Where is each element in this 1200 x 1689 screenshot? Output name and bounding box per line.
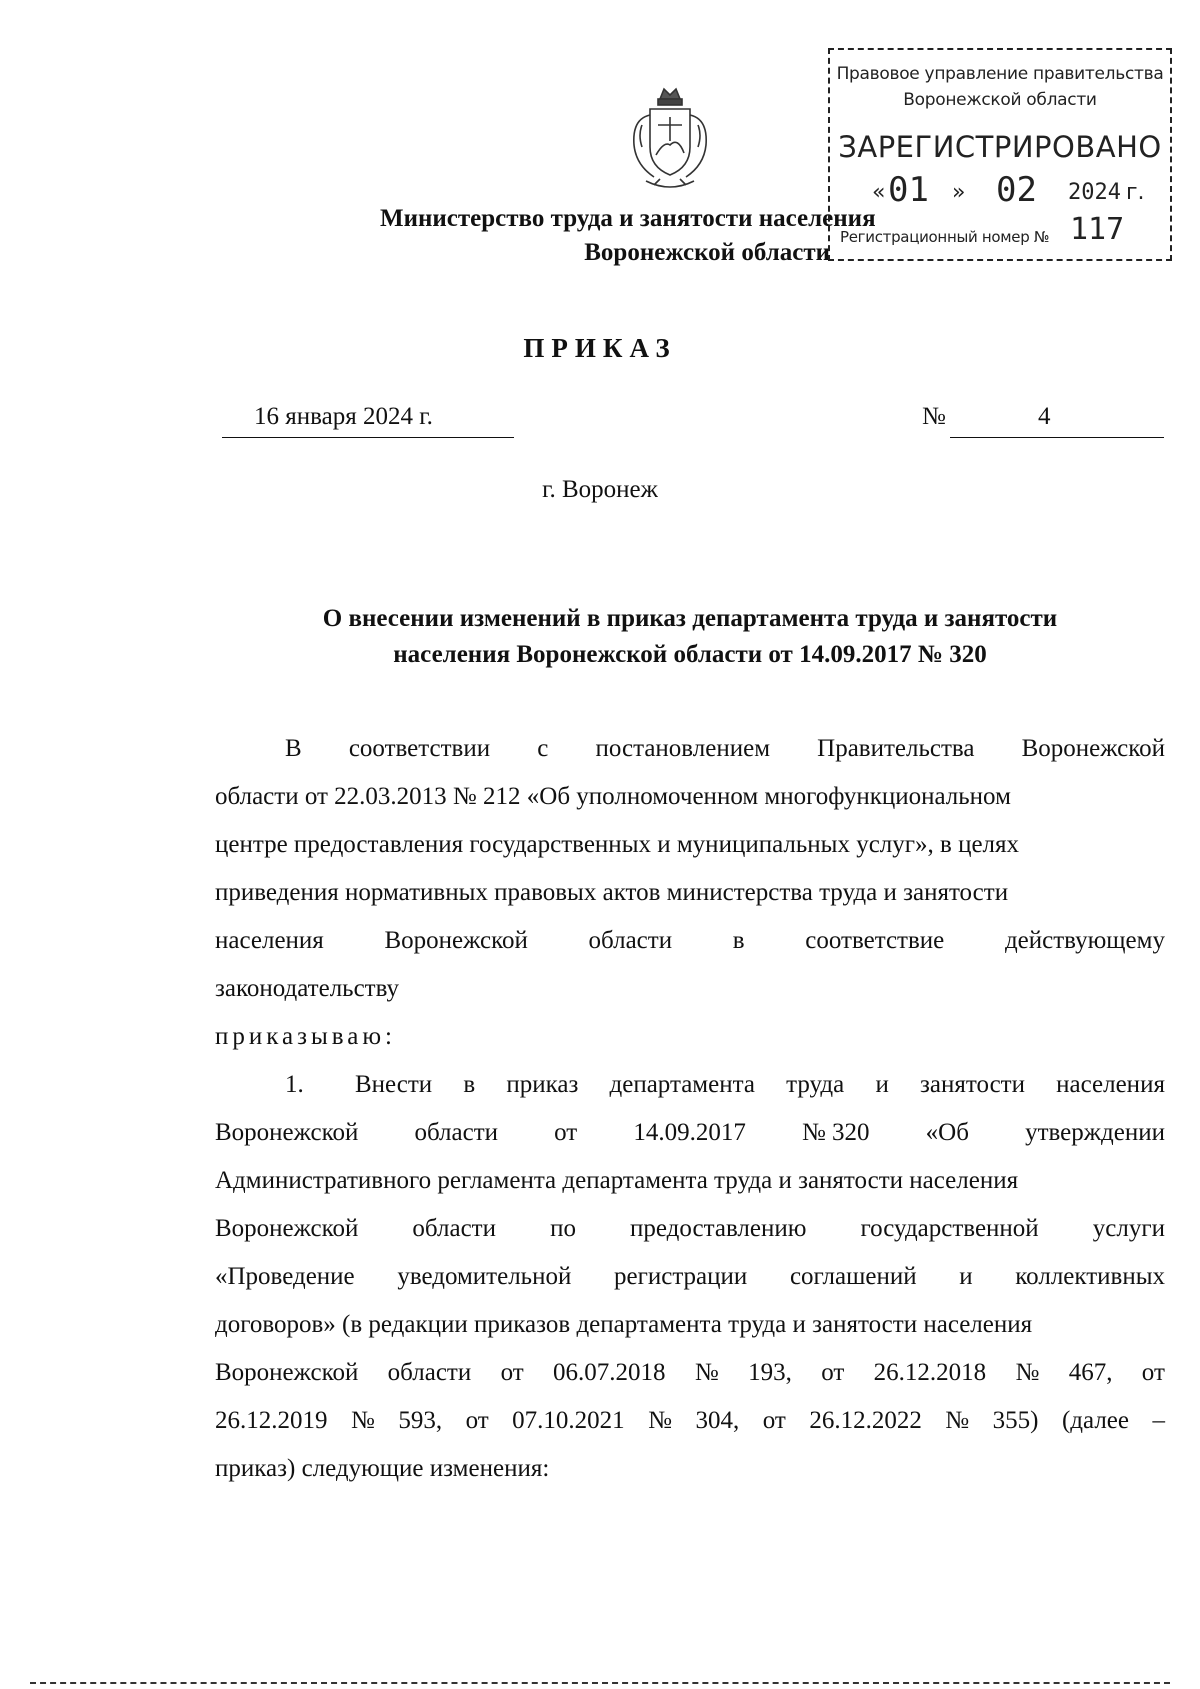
- p1-word-2: соответствии: [348, 735, 491, 762]
- organization-header: [380, 202, 876, 270]
- body-paragraph1-line6: законодательству: [215, 975, 400, 1002]
- p1-word-5: Правительства: [817, 735, 975, 762]
- p1l5-word-5: соответствие: [805, 927, 945, 954]
- item1-line4: Воронежской области по предоставлению государственной услуги: [215, 1215, 1165, 1242]
- p1l5-word-2: Воронежской: [384, 927, 528, 954]
- stamp-day-handwritten: 01: [888, 170, 929, 210]
- item1-line9: приказ) следующие изменения:: [215, 1455, 550, 1482]
- stamp-registration-number-label: Регистрационный номер №: [840, 228, 1050, 246]
- body-paragraph1-line5: [215, 927, 1165, 963]
- body-paragraph1-line1: [215, 735, 1165, 771]
- p1l5-word-4: в: [732, 927, 745, 954]
- body-paragraph1-line2: области от 22.03.2013 № 212 «Об уполномоченном многофункциональном: [215, 783, 1011, 810]
- p1l5-word-1: населения: [215, 927, 324, 954]
- page-bottom-scan-edge: [30, 1682, 1170, 1684]
- item1-line1-text: Внести в приказ департамента труда и занятости населения: [355, 1071, 1165, 1098]
- stamp-authority-line2: Воронежской области: [903, 90, 1097, 110]
- body-paragraph1-line4: приведения нормативных правовых актов министерства труда и занятости: [215, 879, 1009, 906]
- item1-line5: «Проведение уведомительной регистрации соглашений и коллективных: [215, 1263, 1165, 1290]
- p1l5-word-6: действующему: [1004, 927, 1165, 954]
- item1-line6: договоров» (в редакции приказов департамента труда и занятости населения: [215, 1311, 1033, 1338]
- p1l5-word-3: области: [588, 927, 673, 954]
- document-city: г. Воронеж: [542, 476, 658, 503]
- document-title: ПРИКАЗ: [523, 333, 677, 363]
- coat-of-arms-emblem: [620, 85, 720, 195]
- order-word: приказываю:: [215, 1023, 396, 1050]
- item1-line1: [215, 1071, 1165, 1107]
- organization-name-line1: Министерство труда и занятости населения: [380, 205, 876, 232]
- subject-line1: О внесении изменений в приказ департамента труда и занятости: [322, 605, 1058, 632]
- document-subject: [190, 601, 1190, 673]
- stamp-registration-number-handwritten: 117: [1070, 212, 1125, 247]
- registration-stamp: [828, 48, 1172, 261]
- item1-line2: Воронежской области от 14.09.2017 № 320 «Об утверждении: [215, 1119, 1165, 1146]
- subject-line2: населения Воронежской области от 14.09.2017 № 320: [393, 641, 987, 668]
- stamp-authority-line1: Правовое управление правительства: [836, 64, 1164, 84]
- document-date: 16 января 2024 г.: [254, 403, 433, 430]
- item1-line7: Воронежской области от 06.07.2018 № 193, от 26.12.2018 № 467, от: [215, 1359, 1165, 1386]
- document-number-field: [950, 403, 1164, 438]
- item1-line3: Административного регламента департамента труда и занятости населения: [215, 1167, 1019, 1194]
- stamp-registration-date: [872, 170, 1162, 216]
- body-paragraph1-line3: центре предоставления государственных и муниципальных услуг», в целях: [215, 831, 1020, 858]
- organization-name-line2: Воронежской области: [584, 239, 830, 266]
- p1-word-6: Воронежской: [1021, 735, 1165, 762]
- item1-number: 1.: [285, 1071, 304, 1098]
- document-date-field: [222, 403, 514, 438]
- stamp-day-open-quote: «: [872, 180, 886, 205]
- stamp-registered-text: ЗАРЕГИСТРИРОВАНО: [838, 130, 1162, 164]
- stamp-day-close-quote: »: [952, 180, 966, 205]
- stamp-month-handwritten: 02: [996, 170, 1037, 210]
- document-number-label: №: [922, 403, 946, 430]
- document-number: 4: [1038, 403, 1051, 430]
- p1-word-1: В: [285, 735, 302, 762]
- item1-line8: 26.12.2019 № 593, от 07.10.2021 № 304, от 26.12.2022 № 355) (далее –: [215, 1407, 1165, 1434]
- stamp-year-handwritten: 2024: [1068, 180, 1121, 205]
- p1-word-4: постановлением: [595, 735, 771, 762]
- stamp-year-suffix: г.: [1126, 180, 1145, 205]
- p1-word-3: с: [537, 735, 549, 762]
